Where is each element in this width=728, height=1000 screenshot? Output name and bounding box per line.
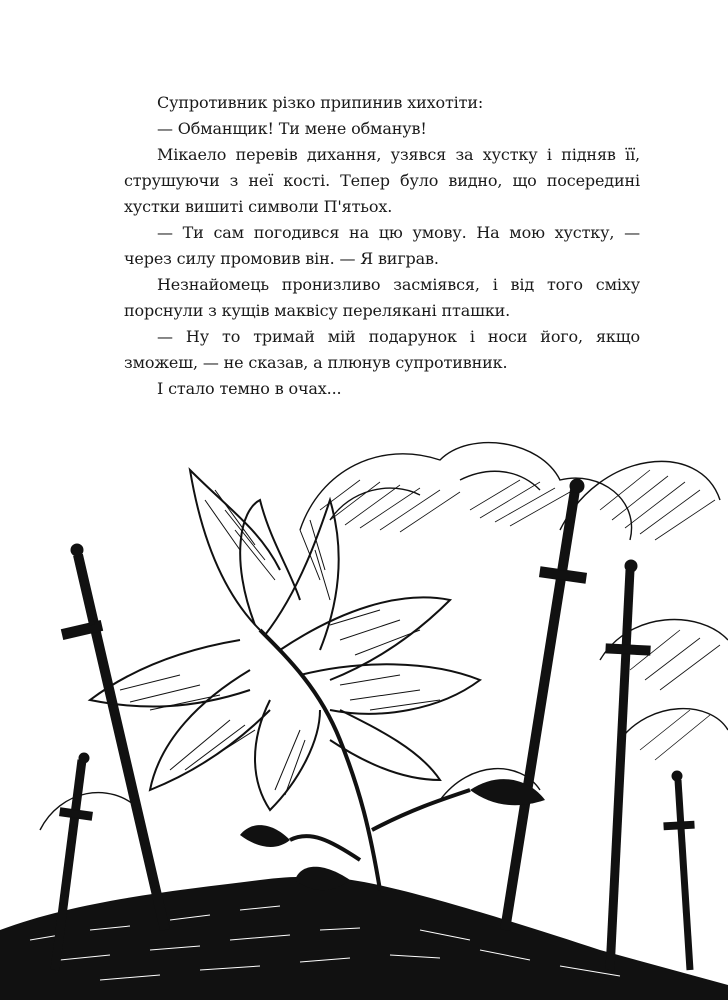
paragraph: Мікаело перевів дихання, узявся за хустку і підняв її, струшуючи з неї кості. Тепер було видно, що посередині хустки вишиті символи П'ятьох. (124, 145, 640, 216)
paragraph: — Ти сам погодився на цю умову. На мою хустку, — через силу промовив він. — Я виграв. (124, 223, 640, 268)
sword-icon (606, 560, 650, 970)
sapling-and-swords-illustration (0, 410, 728, 1000)
sword-icon (664, 771, 694, 970)
paragraph: — Ну то тримай мій подарунок і носи його, якщо зможеш, — не сказав, а плюнув супротивник. (124, 327, 640, 372)
small-leaves (240, 779, 545, 890)
leaf-hatching (120, 490, 440, 795)
paragraph: Незнайомець пронизливо засміявся, і від того сміху порснули з кущів маквісу переляканi пташки. (124, 275, 640, 320)
cloud-hatching (320, 470, 720, 760)
sword-icon (505, 479, 586, 930)
ground-mound (0, 877, 728, 1000)
paragraph: Супротивник різко припинив хихотіти: (157, 93, 484, 112)
paragraph: — Обманщик! Ти мене обманув! (157, 119, 427, 138)
paragraph: І стало темно в очах... (157, 379, 342, 398)
story-text (124, 90, 640, 402)
flame-leaves (90, 470, 480, 810)
sword-icon (61, 544, 165, 930)
